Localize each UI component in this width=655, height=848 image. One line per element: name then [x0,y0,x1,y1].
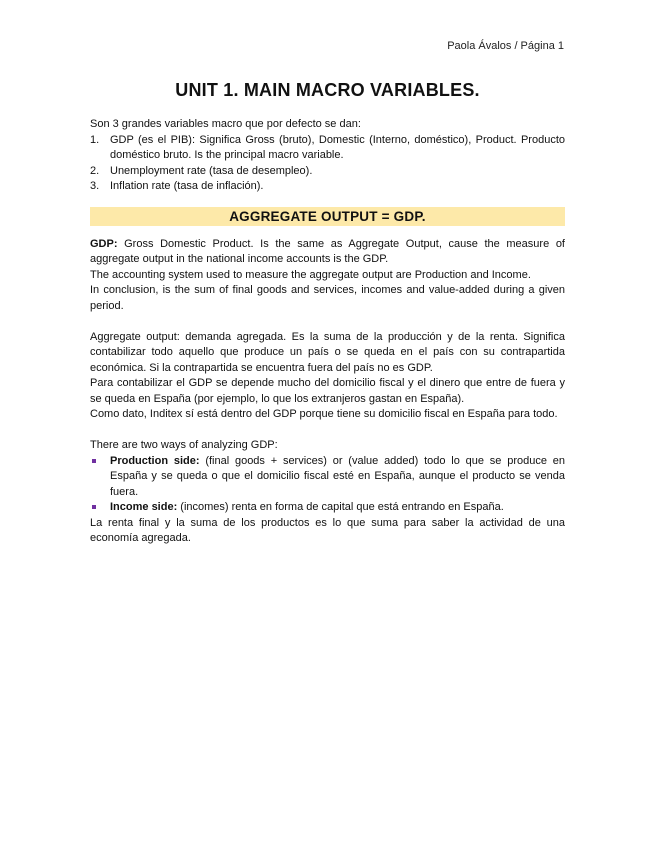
intro-lead: Son 3 grandes variables macro que por defecto se dan: [90,118,361,130]
list-item-text: Inflation rate (tasa de inflación). [110,180,264,192]
document-body [90,117,565,547]
list-item-text: GDP (es el PIB): Significa Gross (bruto), Domestic (Interno, doméstico), Product. Producto doméstico bruto. Is the principal macro variable. [110,133,565,161]
list-item [90,454,565,501]
bullet-label: Production side: [110,454,200,467]
bullet-text: (final goods + services) or (value added) todo lo que se produce en España y se queda o que el domicilio fiscal esté en España, aunque el producto se venda fuera. [110,454,565,498]
square-bullet-icon [92,459,96,463]
list-item-text: Unemployment rate (tasa de desempleo). [110,164,313,177]
list-item [90,179,565,195]
list-item [90,164,565,180]
gdp-definition [90,237,565,268]
gdp-definition-text: Gross Domestic Product. Is the same as Aggregate Output, cause the measure of aggregate output in the national income accounts is the GDP. [90,237,565,265]
section-heading: AGGREGATE OUTPUT = GDP. [90,207,565,226]
bullet-label: Income side: [110,501,178,513]
list-number: 2. [90,164,100,177]
accounting-paragraph: The accounting system used to measure the aggregate output are Production and Income. [90,268,531,281]
fiscal-domicile-paragraph: Para contabilizar el GDP se depende mucho del domicilio fiscal y el dinero que entre de fuera y se queda en España (por ejemplo, lo que los extranjeros gastan en España). [90,377,565,405]
conclusion-paragraph: In conclusion, is the sum of final goods and services, incomes and value-added during a given period. [90,284,565,312]
closing-paragraph: La renta final y la suma de los productos es lo que suma para saber la actividad de una economía agregada. [90,516,565,544]
inditex-paragraph: Como dato, Inditex sí está dentro del GDP porque tiene su domicilio fiscal en España para todo. [90,408,558,420]
ways-lead: There are two ways of analyzing GDP: [90,439,278,451]
square-bullet-icon [92,505,96,509]
macro-variables-list [90,133,565,195]
list-number: 1. [90,133,100,146]
list-item [90,500,565,516]
page-header: Paola Ávalos / Página 1 [447,40,564,52]
gdp-label: GDP: [90,237,118,250]
list-item [90,133,565,164]
page-title: UNIT 1. MAIN MACRO VARIABLES. [175,80,480,100]
bullet-text: (incomes) renta en forma de capital que está entrando en España. [177,501,504,513]
list-number: 3. [90,180,100,192]
aggregate-output-paragraph: Aggregate output: demanda agregada. Es la suma de la producción y de la renta. Significa contabilizar todo aquello que produce un país o se queda en el país con su contrapartida económica. Si la contrapartida se encuentra fuera del país no es GDP. [90,330,565,374]
ways-list [90,454,565,516]
